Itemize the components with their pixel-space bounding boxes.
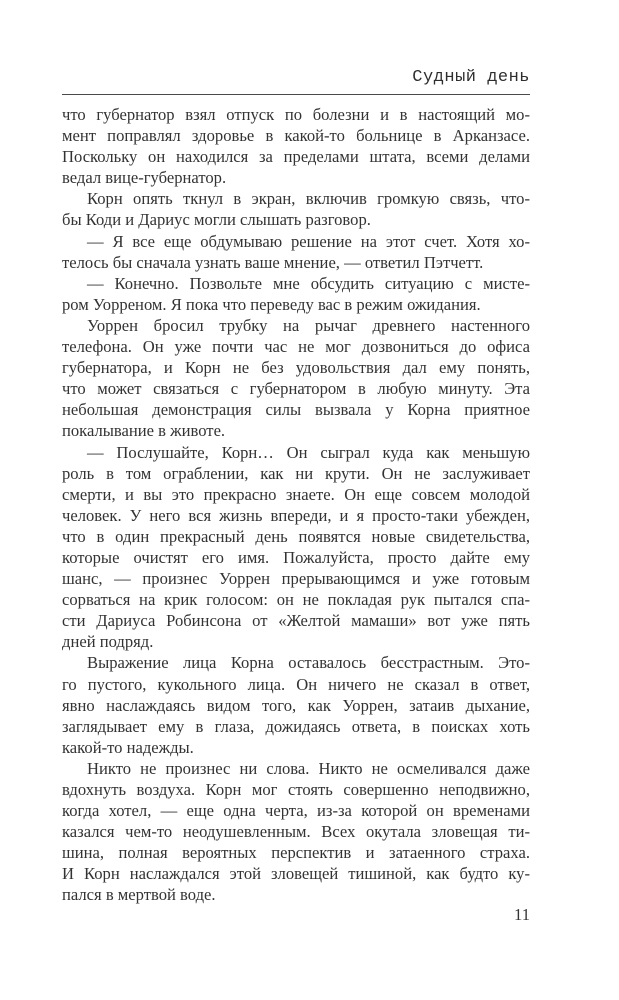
text-line: вдохнуть воздуха. Корн мог стоять совершенно неподвижно, <box>62 780 530 799</box>
text-line: Выражение лица Корна оставалось бесстрастным. Это- <box>87 653 530 673</box>
header-rule <box>62 94 530 95</box>
text-line: казался чем-то неодушевленным. Всех окутала зловещая ти- <box>62 822 530 842</box>
text-line: ведал вице-губернатор. <box>62 168 227 188</box>
paragraph <box>62 273 530 315</box>
text-line: что губернатор взял отпуск по болезни и в настоящий мо- <box>62 105 530 124</box>
paragraph <box>62 188 530 230</box>
text-line: небольшая демонстрация силы вызвала у Корна приятное <box>62 400 530 420</box>
paragraph <box>62 652 530 757</box>
text-line: бы Коди и Дариус могли слышать разговор. <box>62 210 371 230</box>
text-line: смерти, и вы это прекрасно знаете. Он еще совсем молодой <box>62 484 530 504</box>
text-line: дней подряд. <box>62 632 154 652</box>
text-line: что в один прекрасный день появятся новые свидетельства, <box>62 526 530 546</box>
page-number: 11 <box>514 905 530 924</box>
text-line: пался в мертвой воде. <box>62 885 216 905</box>
text-line: шанс, — произнес Уоррен прерывающимся и уже готовым <box>62 569 530 589</box>
paragraph <box>62 104 530 188</box>
paragraph <box>62 758 530 906</box>
text-line: Уоррен бросил трубку на рычаг древнего настенного <box>87 315 530 335</box>
text-line: заглядывает ему в глаза, дожидаясь ответа, в поисках хоть <box>62 716 530 736</box>
text-line: телефона. Он уже почти час не мог дозвониться до офиса <box>62 337 530 357</box>
text-line: И Корн наслаждался этой зловещей тишиной, как будто ку- <box>62 864 530 884</box>
text-line: — Конечно. Позвольте мне обсудить ситуацию с мисте- <box>87 273 530 293</box>
text-line: сорваться на крик голосом: он не покладая рук пытался спа- <box>62 590 530 610</box>
running-title: Судный день <box>412 68 530 87</box>
paragraph <box>62 315 530 442</box>
text-line: — Послушайте, Корн… Он сыграл куда как меньшую <box>87 442 530 462</box>
text-line: мент поправлял здоровье в какой-то больнице в Арканзасе. <box>62 126 530 146</box>
text-line: телось бы сначала узнать ваше мнение, — ответил Пэтчетт. <box>62 252 484 272</box>
text-line: явно наслаждаясь видом того, как Уоррен, затаив дыхание, <box>62 695 530 715</box>
text-line: шина, полная вероятных перспектив и затаенного страха. <box>62 843 530 863</box>
text-line: — Я все еще обдумываю решение на этот счет. Хотя хо- <box>87 231 530 251</box>
text-line: го пустого, кукольного лица. Он ничего не сказал в ответ, <box>62 674 530 694</box>
text-line: которые очистят его имя. Пожалуйста, просто дайте ему <box>62 547 530 567</box>
paragraph <box>62 442 530 653</box>
text-line: человек. У него вся жизнь впереди, и я просто-таки убежден, <box>62 505 530 525</box>
text-line: сти Дариуса Робинсона от «Желтой мамаши» вот уже пять <box>62 611 530 631</box>
text-line: ром Уорреном. Я пока что переведу вас в режим ожидания. <box>62 294 481 314</box>
text-line: покалывание в животе. <box>62 421 226 441</box>
text-line: Поскольку он находился за пределами штата, всеми делами <box>62 147 530 167</box>
text-line: роль в том ограблении, как ни крути. Он не заслуживает <box>62 463 530 483</box>
text-line: когда хотел, — еще одна черта, из-за которой он временами <box>62 801 530 821</box>
body-text <box>62 104 530 906</box>
text-line: губернатора, и Корн не без удовольствия дал ему понять, <box>62 358 530 378</box>
text-line: что может связаться с губернатором в любую минуту. Эта <box>62 379 530 399</box>
text-line: Никто не произнес ни слова. Никто не осмеливался даже <box>87 758 530 778</box>
text-line: Корн опять ткнул в экран, включив громкую связь, что- <box>87 189 530 209</box>
paragraph <box>62 231 530 273</box>
text-line: какой-то надежды. <box>62 737 194 757</box>
